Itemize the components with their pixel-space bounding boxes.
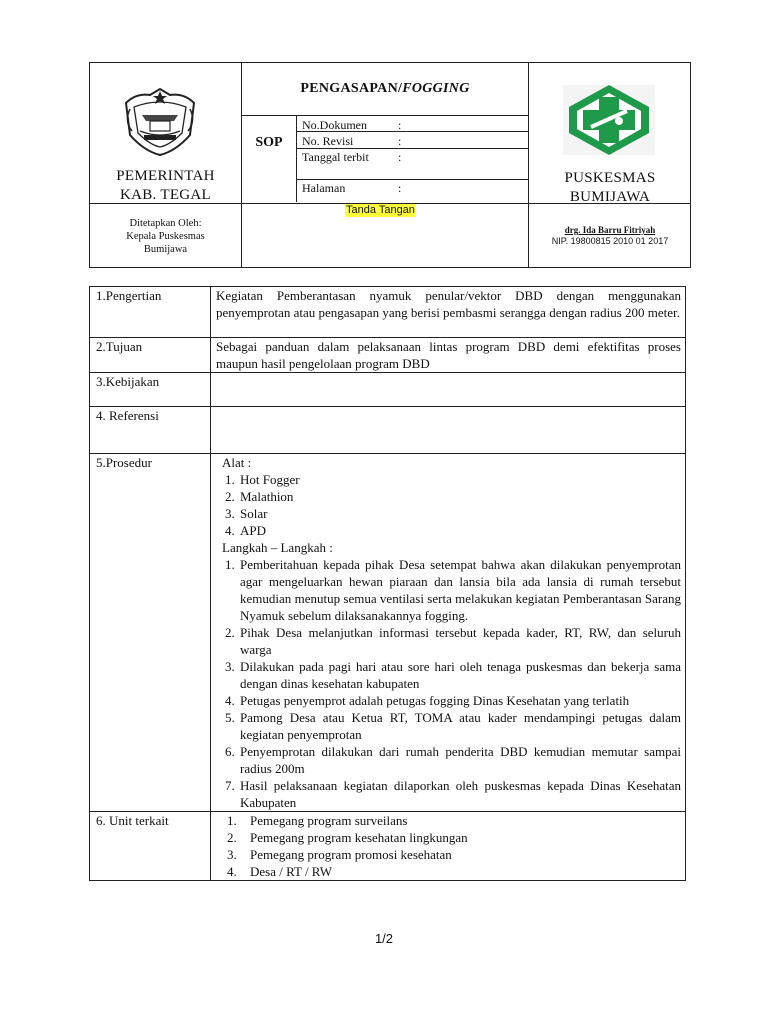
row-unit-terkait (90, 812, 686, 881)
right-org-name: PUSKESMAS BUMIJAWA (564, 170, 656, 205)
puskesmas-cross-logo-icon (561, 81, 657, 157)
row-prosedur (90, 454, 686, 812)
label-referensi: 4. Referensi (90, 407, 211, 454)
list-item: 3. Solar (238, 505, 681, 522)
list-item: 1. Hot Fogger (238, 471, 681, 488)
list-item: 5. Pamong Desa atau Ketua RT, TOMA atau kader mendampingi petugas dalam kegiatan penyemprotan (238, 709, 681, 743)
list-item: 1. Pemegang program surveilans (240, 812, 681, 829)
list-item: 4. APD (238, 522, 681, 539)
left-org-name: PEMERINTAH KAB. TEGAL (116, 168, 215, 203)
meta-no-revisi: No. Revisi (302, 134, 354, 148)
text-tujuan: Sebagai panduan dalam pelaksanaan lintas program DBD demi efektifitas proses maupun hasil pengelolaan program DBD (211, 338, 686, 373)
page-number: 1/2 (374, 931, 394, 946)
meta-tanggal-terbit: Tanggal terbit (302, 150, 369, 164)
list-item: 7. Hasil pelaksanaan kegiatan dilaporkan oleh puskesmas kepada Dinas Kesehatan Kabupaten (238, 777, 681, 811)
sop-label: SOP (255, 135, 283, 150)
doctor-signature-block (528, 225, 692, 247)
ditetapkan-oleh: Ditetapkan Oleh: Kepala Puskesmas Bumijawa (126, 218, 205, 255)
list-item: 4. Desa / RT / RW (240, 863, 681, 880)
meta-halaman: Halaman (302, 181, 346, 195)
list-item: 3. Dilakukan pada pagi hari atau sore hari oleh tenaga puskesmas dan bekerja sama dengan dinas kesehatan kabupaten (238, 658, 681, 692)
list-item: 6. Penyemprotan dilakukan dari rumah penderita DBD kemudian memutar sampai radius 200m (238, 743, 681, 777)
list-item: 1. Pemberitahuan kepada pihak Desa setempat bahwa akan dilakukan penyemprotan agar mengeluarkan hewan piaraan dan lansia bila ada lansia di rumah tersebut kemudian menutup semua ventilasi serta melakukan kegiatan Pemberantasan Sarang Nyamuk sebelum dilaksanakannya fogging. (238, 556, 681, 624)
row-kebijakan (90, 373, 686, 407)
text-prosedur (211, 454, 686, 812)
langkah-title: Langkah – Langkah : (222, 540, 333, 555)
meta-no-dokumen: No.Dokumen (302, 118, 367, 132)
list-item: 4. Petugas penyemprot adalah petugas fogging Dinas Kesehatan yang terlatih (238, 692, 681, 709)
text-unit-terkait (211, 812, 686, 881)
text-referensi (211, 407, 686, 454)
alat-list (216, 471, 681, 539)
text-pengertian: Kegiatan Pemberantasan nyamuk penular/vektor DBD dengan menggunakan penyemprotan atau pengasapan yang berisi pembasmi serangga dengan radius 200 meter. (211, 287, 686, 338)
sop-content-table (89, 286, 686, 881)
list-item: 2. Pihak Desa melanjutkan informasi tersebut kepada kader, RT, RW, dan seluruh warga (238, 624, 681, 658)
doctor-nip: NIP. 19800815 2010 01 2017 (551, 236, 669, 246)
sop-header-table: PEMERINTAH KAB. TEGAL PENGASAPAN/FOGGING SOP No.Dokumen : No. Revisi : Tanggal terbit : Halaman : PUSKESMAS BUMIJAWA Ditetapkan Oleh: Kepala Puskesmas Bumijawa Tanda Tangan drg. Ida Barru Fitriyah NIP. 19800815 2010 01 2017 (89, 62, 691, 268)
row-pengertian (90, 287, 686, 338)
unit-list (216, 812, 681, 880)
label-pengertian: 1.Pengertian (90, 287, 211, 338)
label-kebijakan: 3.Kebijakan (90, 373, 211, 407)
tanda-tangan-label: Tanda Tangan (346, 204, 415, 216)
langkah-list (216, 556, 681, 811)
kabupaten-tegal-emblem-icon (116, 85, 204, 157)
label-unit-terkait: 6. Unit terkait (90, 812, 211, 881)
alat-title: Alat : (222, 455, 252, 470)
label-tujuan: 2.Tujuan (90, 338, 211, 373)
text-kebijakan (211, 373, 686, 407)
list-item: 2. Malathion (238, 488, 681, 505)
document-title: PENGASAPAN/FOGGING (300, 81, 470, 96)
list-item: 2. Pemegang program kesehatan lingkungan (240, 829, 681, 846)
list-item: 3. Pemegang program promosi kesehatan (240, 846, 681, 863)
doctor-name: drg. Ida Barru Fitriyah (564, 225, 656, 235)
row-referensi (90, 407, 686, 454)
row-tujuan (90, 338, 686, 373)
label-prosedur: 5.Prosedur (90, 454, 211, 812)
